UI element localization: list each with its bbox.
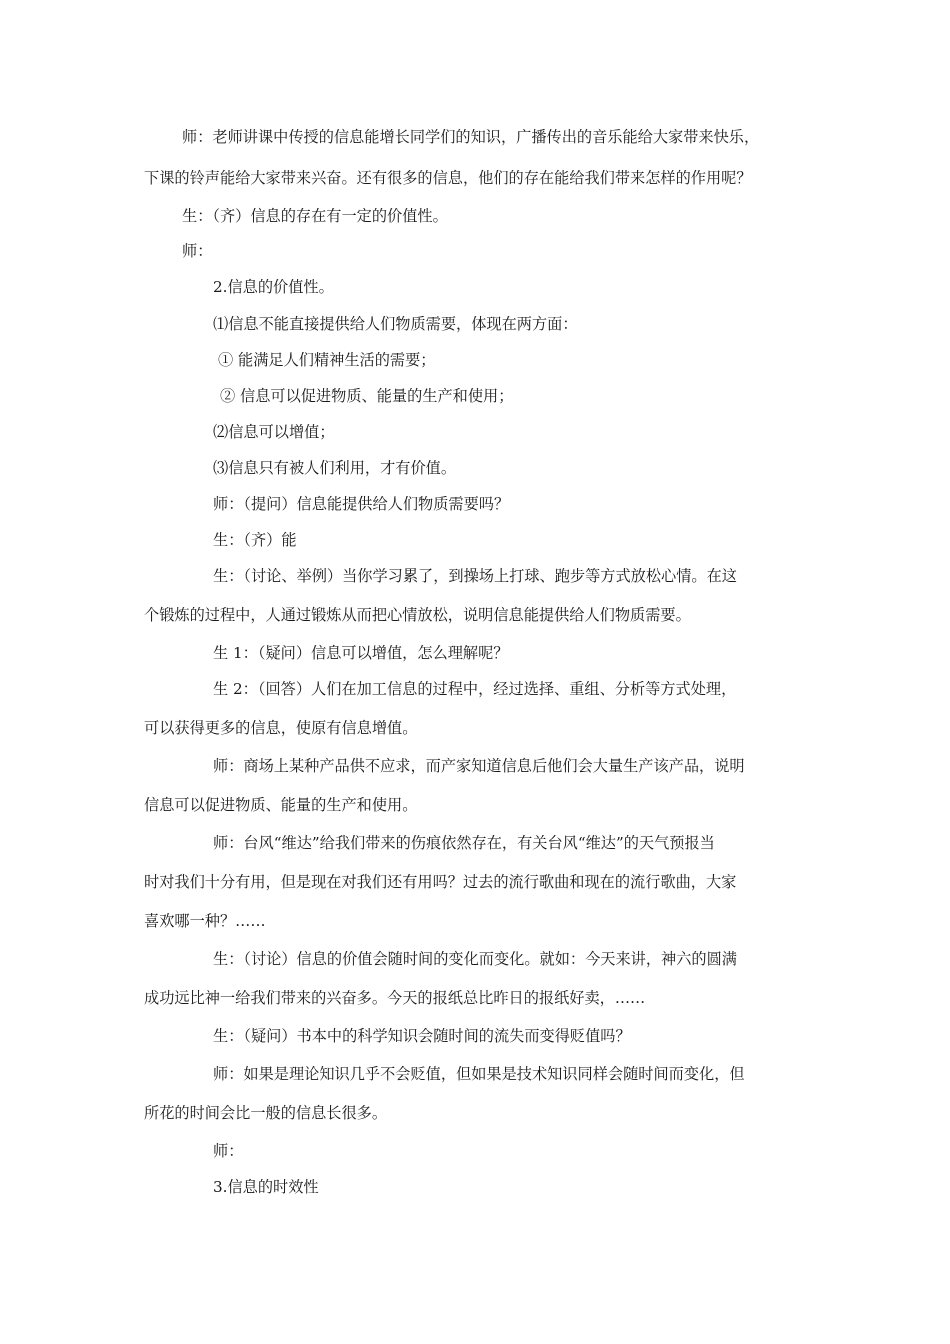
text-line: 喜欢哪一种？…… bbox=[144, 912, 266, 930]
text-line: ⑵信息可以增值； bbox=[213, 423, 335, 441]
text-line: ⑴信息不能直接提供给人们物质需要，体现在两方面： bbox=[213, 315, 578, 333]
text-line: 生：（齐）能 bbox=[213, 531, 297, 549]
text-line: 2.信息的价值性。 bbox=[213, 278, 334, 296]
text-line: 师：如果是理论知识几乎不会贬值，但如果是技术知识同样会随时间而变化，但 bbox=[213, 1065, 745, 1083]
text-line: 成功远比神一给我们带来的兴奋多。今天的报纸总比昨日的报纸好卖，…… bbox=[144, 989, 646, 1007]
text-line: 生：（讨论、举例）当你学习累了，到操场上打球、跑步等方式放松心情。在这 bbox=[213, 567, 737, 585]
text-line: 师： bbox=[182, 242, 213, 260]
text-line: 所花的时间会比一般的信息长很多。 bbox=[144, 1104, 387, 1122]
text-line: 3.信息的时效性 bbox=[213, 1178, 319, 1196]
text-line: 可以获得更多的信息，使原有信息增值。 bbox=[144, 719, 418, 737]
text-line: 时对我们十分有用，但是现在对我们还有用吗？过去的流行歌曲和现在的流行歌曲，大家 bbox=[144, 873, 737, 891]
text-line: ② 信息可以促进物质、能量的生产和使用； bbox=[220, 387, 514, 405]
text-line: 下课的铃声能给大家带来兴奋。还有很多的信息，他们的存在能给我们带来怎样的作用呢？ bbox=[144, 169, 752, 187]
text-line: 生 2：（回答）人们在加工信息的过程中，经过选择、重组、分析等方式处理， bbox=[213, 680, 737, 698]
text-line: 师：老师讲课中传授的信息能增长同学们的知识，广播传出的音乐能给大家带来快乐， bbox=[182, 128, 760, 146]
text-line: 生 1：（疑问）信息可以增值，怎么理解呢？ bbox=[213, 644, 509, 662]
text-line: ⑶信息只有被人们利用，才有价值。 bbox=[213, 459, 456, 477]
text-line: 师：商场上某种产品供不应求，而产家知道信息后他们会大量生产该产品，说明 bbox=[213, 757, 745, 775]
text-line: 师：（提问）信息能提供给人们物质需要吗？ bbox=[213, 495, 510, 513]
text-line: 生：（齐）信息的存在有一定的价值性。 bbox=[182, 207, 448, 225]
text-line: ① 能满足人们精神生活的需要； bbox=[218, 351, 436, 369]
text-line: 师：台风“维达”给我们带来的伤痕依然存在，有关台风“维达”的天气预报当 bbox=[213, 834, 715, 852]
text-line: 个锻炼的过程中，人通过锻炼从而把心情放松，说明信息能提供给人们物质需要。 bbox=[144, 606, 691, 624]
text-line: 生：（讨论）信息的价值会随时间的变化而变化。就如：今天来讲，神六的圆满 bbox=[213, 950, 737, 968]
text-line: 生：（疑问）书本中的科学知识会随时间的流失而变得贬值吗？ bbox=[213, 1027, 631, 1045]
text-line: 信息可以促进物质、能量的生产和使用。 bbox=[144, 796, 418, 814]
text-line: 师： bbox=[213, 1142, 244, 1160]
